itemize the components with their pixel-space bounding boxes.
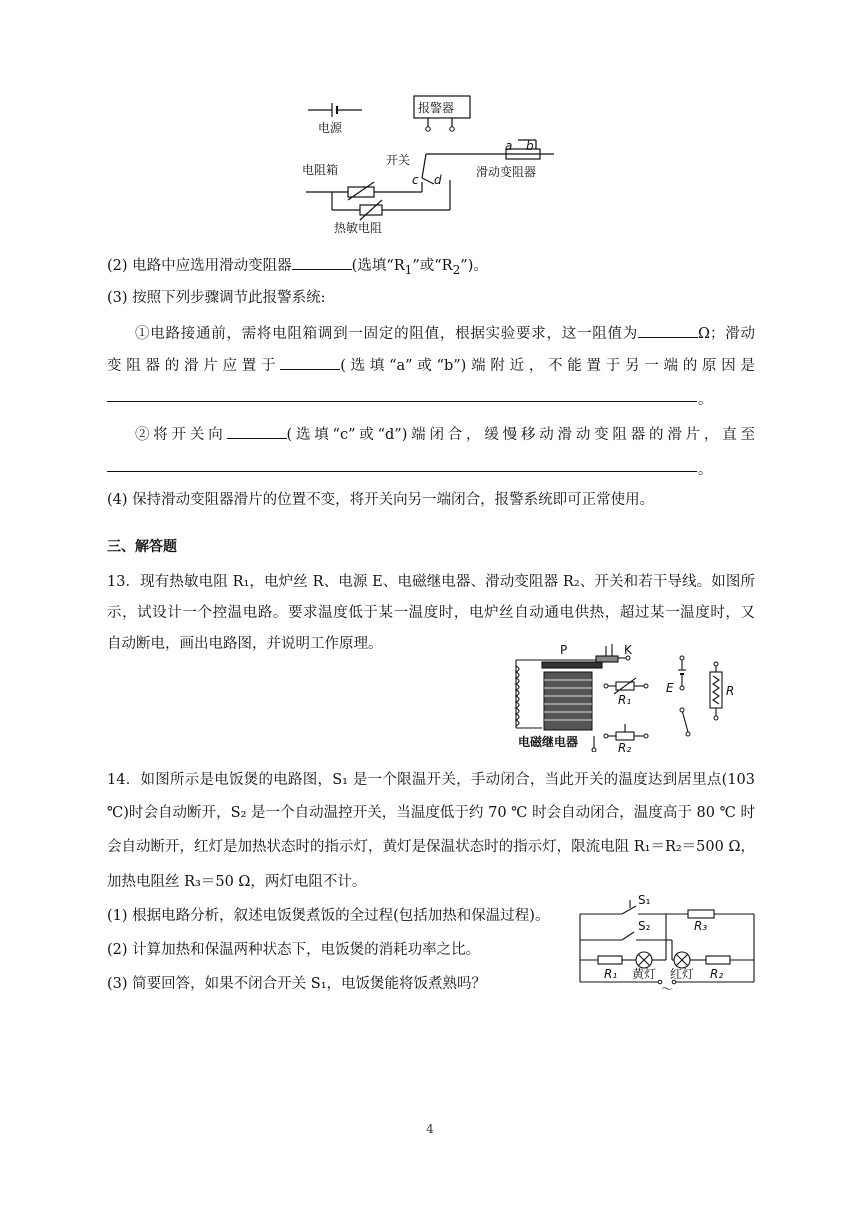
cooker-R3-label: R₃ (694, 919, 708, 933)
cooker-S2-label: S₂ (638, 919, 651, 933)
fig-switch-label: 开关 (386, 153, 411, 167)
cooker-S1-label: S₁ (638, 894, 651, 907)
relay-R2-label: R₂ (618, 741, 632, 752)
q13-line1: 13．现有热敏电阻 R₁，电炉丝 R、电源 E、电磁继电器、滑动变阻器 R₂、开关和若干导线。如图所 (107, 574, 755, 590)
relay-P-label: P (560, 643, 568, 657)
q12-part2-sub2: 2 (452, 262, 461, 277)
fig-thermistor-label: 热敏电阻 (334, 221, 383, 235)
fig-alarm-label: 报警器 (418, 101, 455, 115)
cooker-R1-label: R₁ (604, 967, 618, 981)
relay-K-label: K (624, 643, 632, 657)
q12-step1-line2 (107, 354, 755, 376)
q12-step1-text-c: 变阻器的滑片应置于 (107, 358, 281, 374)
q13-line2: 示，试设计一个控温电路。要求温度低于某一温度时，电炉丝自动通电供热，超过某一温度时，又 (107, 605, 755, 621)
alarm-circuit-figure (296, 92, 566, 242)
q13-line3: 自动断电，画出电路图，并说明工作原理。 (107, 636, 383, 652)
q12-part2 (107, 254, 488, 280)
relay-R1-label: R₁ (618, 693, 632, 707)
q12-step1-text-a: ①电路接通前，需将电阻箱调到一固定的阻值，根据实验要求，这一阻值为 (135, 326, 638, 342)
q12-step2-end: 。 (698, 462, 713, 478)
q12-part4: (4) 保持滑动变阻器滑片的位置不变，将开关向另一端闭合，报警系统即可正常使用。 (107, 492, 655, 508)
page-number: 4 (426, 1122, 434, 1136)
q14-part3: (3) 简要回答，如果不闭合开关 S₁，电饭煲能将饭煮熟吗？ (107, 976, 487, 992)
relay-R-label: R (726, 684, 735, 698)
answer-blank[interactable] (292, 254, 352, 270)
q14-line1: 14．如图所示是电饭煲的电路图，S₁ 是一个限温开关，手动闭合，当此开关的温度达到居里点(103 (107, 772, 755, 788)
fig-c-label: c (412, 173, 419, 187)
q12-step2-line1 (135, 423, 755, 445)
fig-d-label: d (434, 173, 442, 187)
cooker-R2-label: R₂ (710, 967, 724, 981)
q12-part2-sub1: 1 (404, 262, 413, 277)
q12-part2-text-a: (2) 电路中应选用滑动变阻器 (107, 258, 292, 274)
cooker-red-lamp-label: 红灯 (670, 967, 695, 981)
relay-E-label: E (666, 681, 674, 695)
q12-step1-text-b: Ω；滑动 (697, 326, 755, 342)
answer-line[interactable] (107, 401, 697, 402)
fig-a-label: a (505, 139, 513, 153)
relay-caption: 电磁继电器 (518, 735, 579, 749)
q12-part2-text-b: (选填“R (351, 258, 405, 274)
q14-part1: (1) 根据电路分析，叙述电饭煲煮饭的全过程(包括加热和保温过程)。 (107, 908, 550, 924)
section-heading: 三、解答题 (107, 539, 177, 555)
q12-step1-line1 (135, 322, 755, 344)
fig-power-label: 电源 (318, 121, 343, 135)
fig-rheostat-label: 滑动变阻器 (476, 165, 537, 179)
answer-blank[interactable] (227, 423, 287, 439)
rice-cooker-circuit-figure (574, 894, 764, 994)
cooker-yellow-lamp-label: 黄灯 (632, 967, 657, 981)
q14-line2: ℃)时会自动断开，S₂ 是一个自动温控开关，当温度低于约 70 ℃ 时会自动闭合，温度高于 80 ℃ 时 (107, 805, 755, 821)
fig-box-label: 电阻箱 (302, 163, 339, 177)
q14-part2: (2) 计算加热和保温两种状态下，电饭煲的消耗功率之比。 (107, 942, 481, 958)
q12-part2-text-c: ”或“R (412, 258, 453, 274)
fig-b-label: b (526, 139, 534, 153)
answer-blank[interactable] (280, 354, 340, 370)
q12-step1-text-d: (选填“a”或“b”)端附近，不能置于另一端的原因是 (340, 358, 756, 374)
q12-step1-end: 。 (698, 392, 713, 408)
q12-part3: (3) 按照下列步骤调节此报警系统: (107, 290, 326, 306)
q14-line3: 会自动断开，红灯是加热状态时的指示灯，黄灯是保温状态时的指示灯，限流电阻 R₁＝R₂＝500 Ω， (107, 839, 755, 855)
q12-step2-text-a: ②将开关向 (135, 427, 227, 443)
answer-line[interactable] (107, 471, 697, 472)
q14-line4: 加热电阻丝 R₃＝50 Ω，两灯电阻不计。 (107, 874, 367, 890)
q12-part2-text-d: ”)。 (460, 258, 488, 274)
relay-circuit-figure (508, 640, 748, 752)
answer-blank[interactable] (638, 322, 698, 338)
cooker-ac-symbol: ～ (661, 982, 674, 994)
q12-step2-text-b: (选填“c”或“d”)端闭合，缓慢移动滑动变阻器的滑片，直至 (286, 427, 756, 443)
